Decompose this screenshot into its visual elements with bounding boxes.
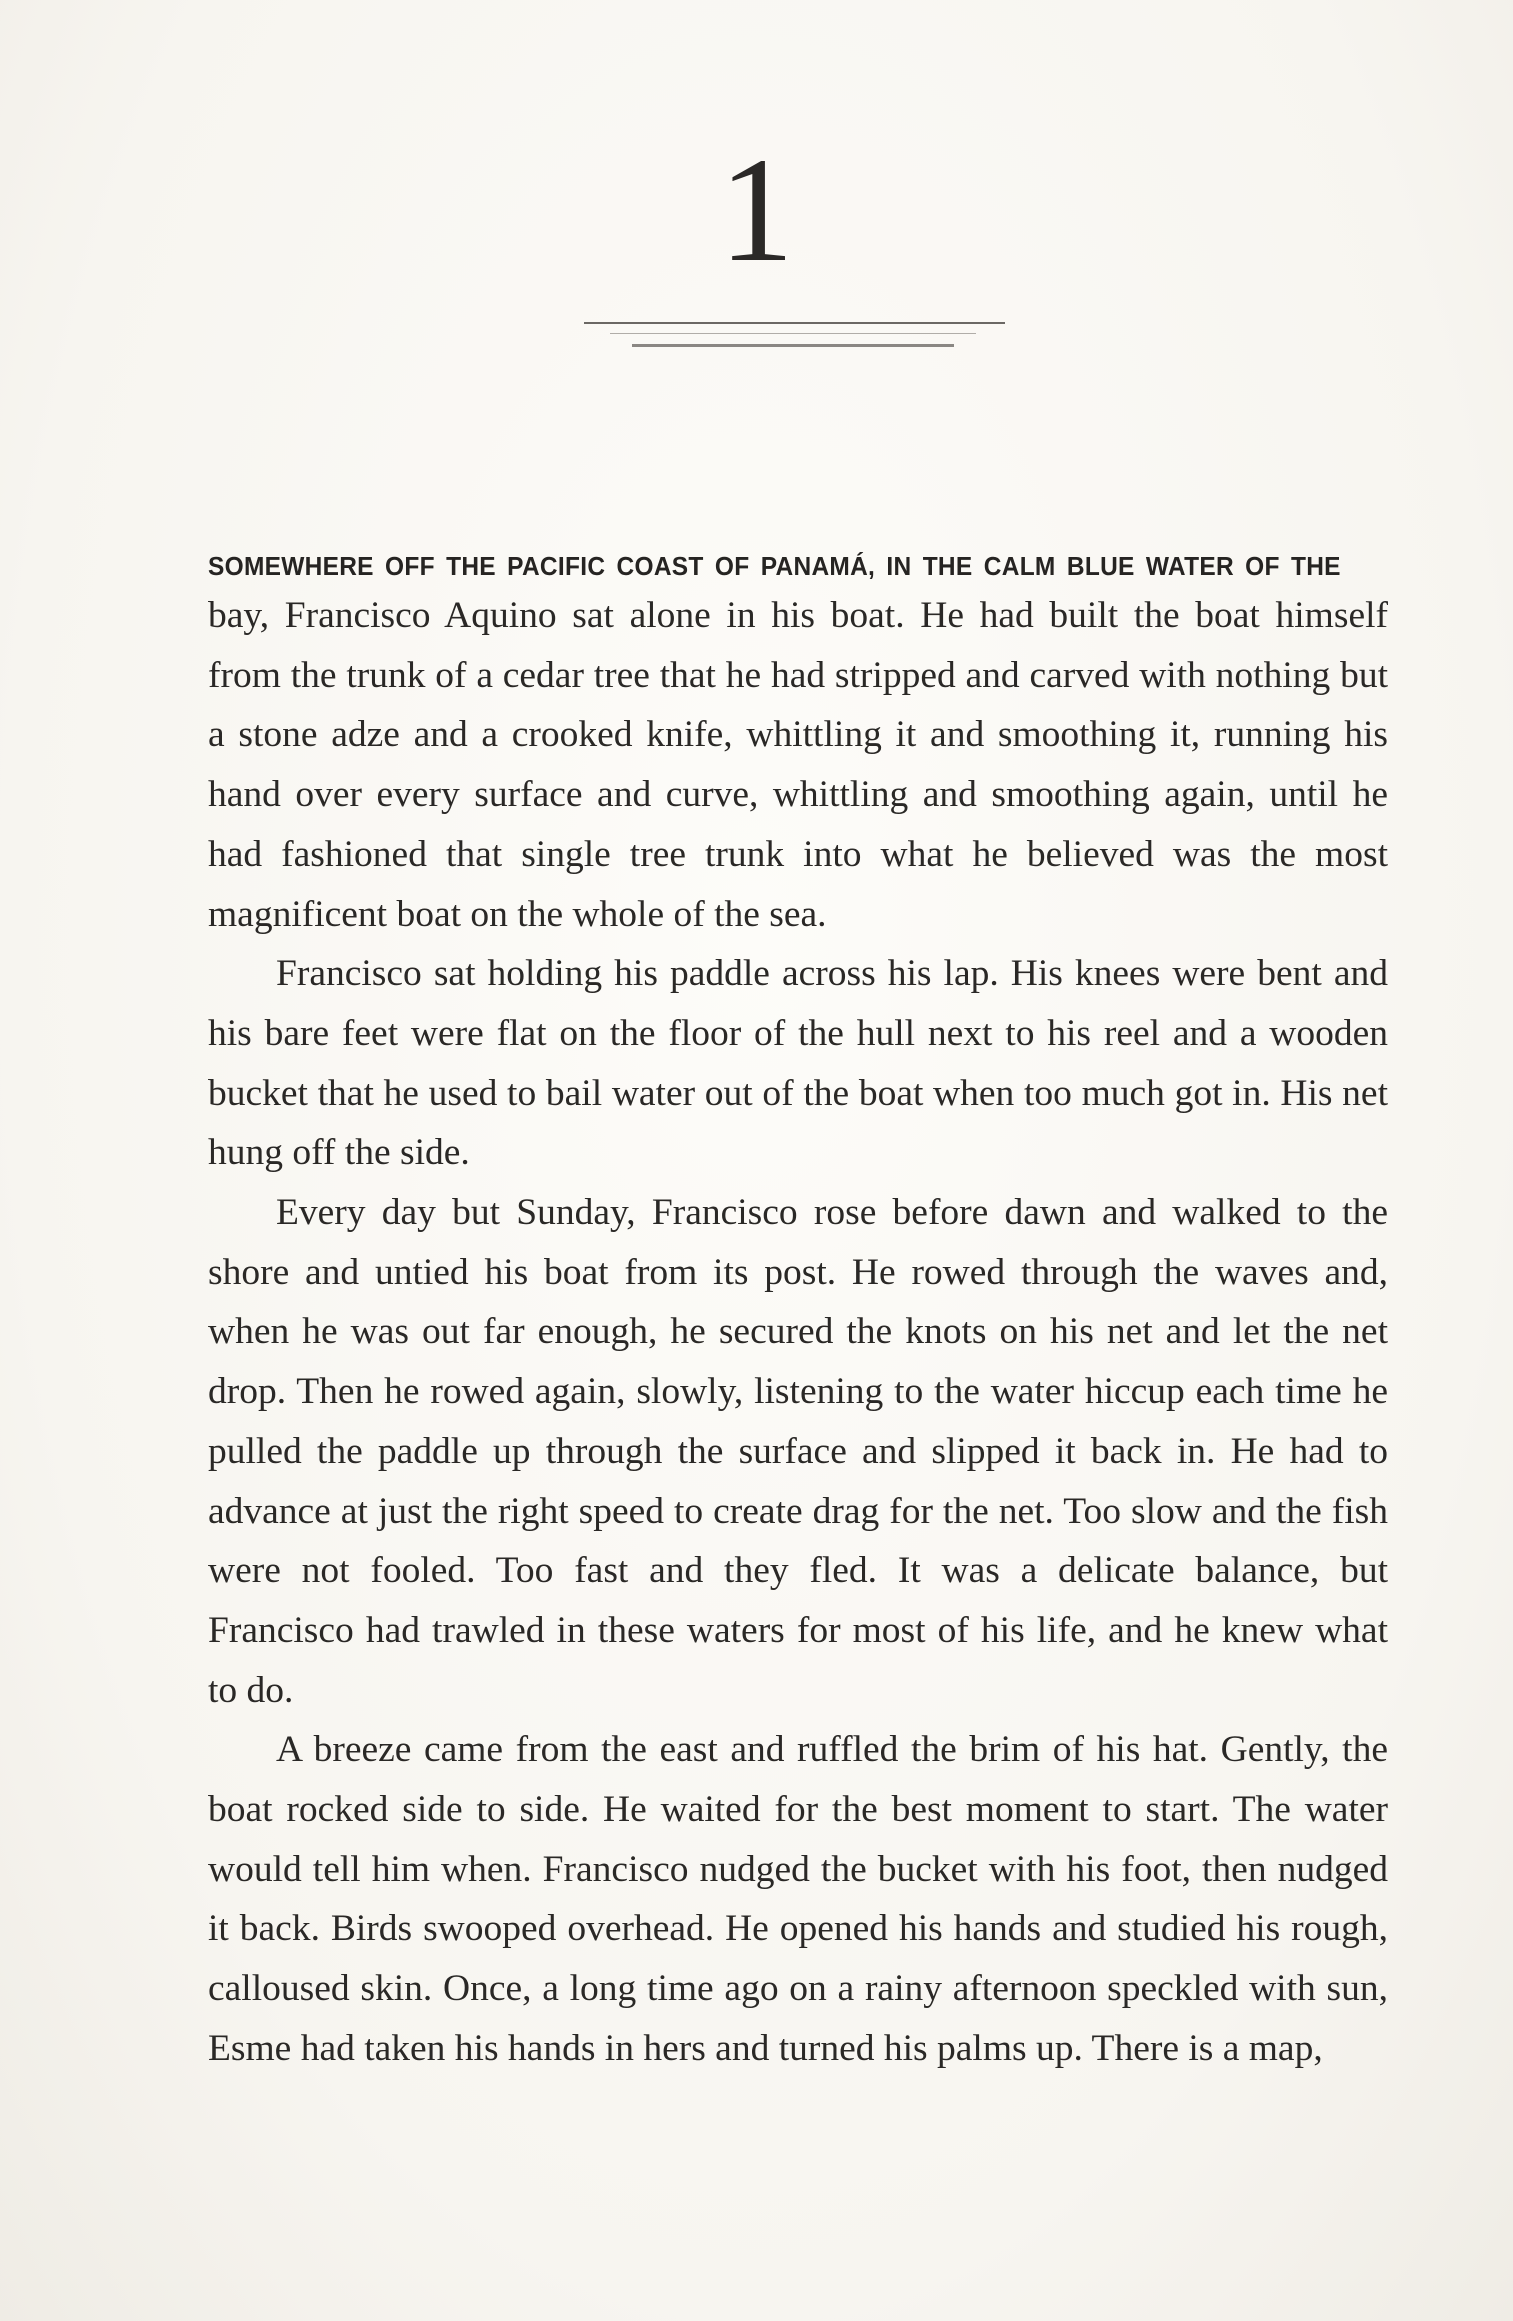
paragraph-1: bay, Francisco Aquino sat alone in his boat. He had built the boat himself from the trunk of a cedar tree that he had stripped and carved with nothing but a stone adze and a crooked knife, whittling it and smoothing it, running his hand over every surface and curve, whittling and smoothing again, until he had fashioned that single tree trunk into what he believed was the most magnificent boat on the whole of the sea.: [208, 595, 1388, 935]
chapter-rule-bottom: [632, 344, 954, 347]
paragraph-3: Every day but Sunday, Francisco rose before dawn and walked to the shore and untied his boat from its post. He rowed through the waves and, when he was out far enough, he secured the knots on his net and let the net drop. Then he rowed again, slowly, listening to the water hiccup each time he pulled the paddle up through the surface and slipped it back in. He had to advance at just the right speed to create drag for the net. Too slow and the fish were not fooled. Too fast and they fled. It was a delicate balance, but Francisco had trawled in these waters for most of his life, and he knew what to do.: [208, 1192, 1388, 1711]
chapter-body-text: [208, 548, 1388, 2079]
chapter-rule-top: [584, 322, 1005, 324]
chapter-number: 1: [719, 127, 794, 293]
opening-small-caps-line: SOMEWHERE OFF THE PACIFIC COAST OF PANAMÁ, IN THE CALM BLUE WATER OF THE: [208, 553, 1341, 581]
chapter-rule-middle: [610, 333, 976, 334]
paragraph-2: Francisco sat holding his paddle across his lap. His knees were bent and his bare feet were flat on the floor of the hull next to his reel and a wooden bucket that he used to bail water out of the boat when too much got in. His net hung off the side.: [208, 953, 1388, 1174]
paragraph-4: A breeze came from the east and ruffled the brim of his hat. Gently, the boat rocked side to side. He waited for the best moment to start. The water would tell him when. Francisco nudged the bucket with his foot, then nudged it back. Birds swooped overhead. He opened his hands and studied his rough, calloused skin. Once, a long time ago on a rainy afternoon speckled with sun, Esme had taken his hands in hers and turned his palms up. There is a map,: [208, 1729, 1388, 2069]
